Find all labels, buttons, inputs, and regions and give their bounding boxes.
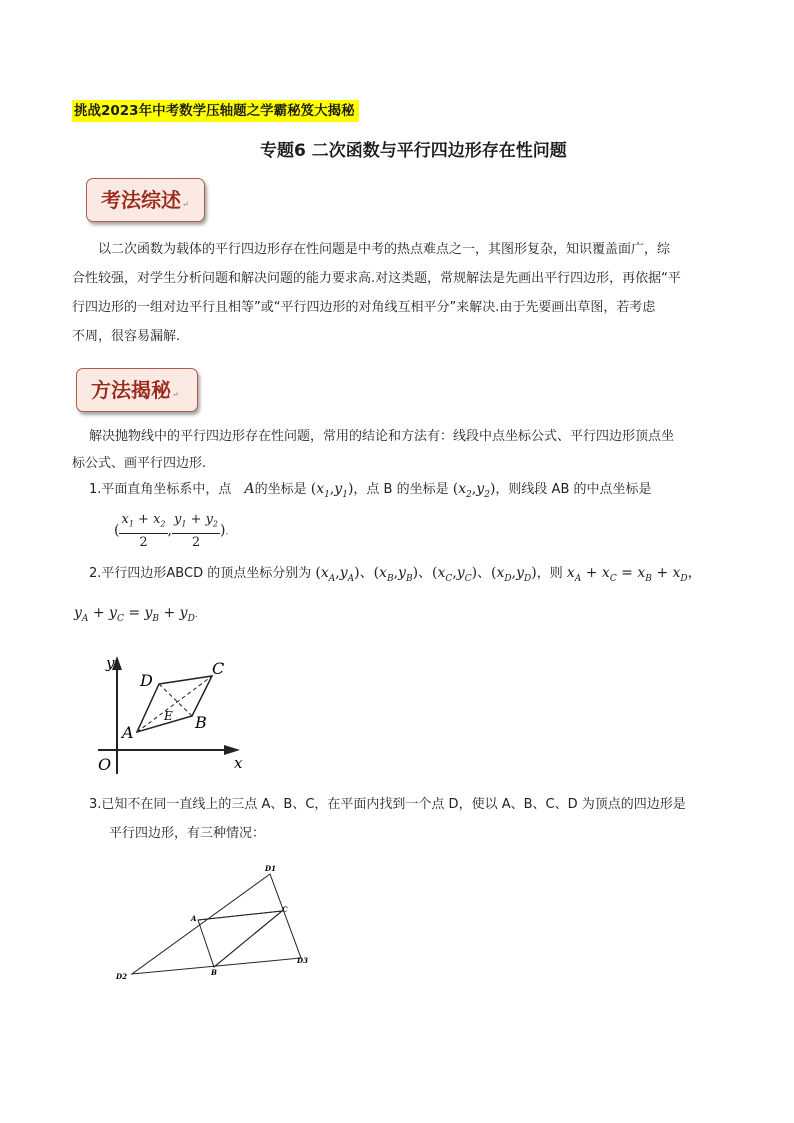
coord-a-formula: $(x_1,y_1)$ xyxy=(310,481,354,500)
item-1-part-a: 1.平面直角坐标系中，点 xyxy=(89,482,232,497)
x-sum-formula: $x_A + x_C = x_B + x_D$， xyxy=(566,565,702,584)
item-2-part-a: 2.平行四边形ABCD 的顶点坐标分别为 xyxy=(89,566,312,581)
vertex-d-label: D xyxy=(140,671,153,690)
item-3-line-1: 3.已知不在同一直线上的三点 A、B、C，在平面内找到一个点 D，使以 A、B、C、D 为顶点的四边形是 xyxy=(89,797,686,812)
axis-x-label: x xyxy=(234,754,243,772)
vertex-b-label: B xyxy=(195,713,207,732)
point-d2-label: D2 xyxy=(116,972,127,981)
section-label-method xyxy=(76,368,198,412)
overview-line-3: 行四边形的一组对边平行且相等”或“平行四边形的对角线互相平分”来解决.由于先要画出草图，若考虑 xyxy=(72,300,656,315)
document-title: 专题6 二次函数与平行四边形存在性问题 xyxy=(260,141,567,161)
paragraph-mark-icon: ↵ xyxy=(172,390,179,399)
midpoint-y-fraction: $\frac{y_1 + y_2}{2}$ xyxy=(173,512,219,550)
item-1-part-b: 的坐标是 xyxy=(254,482,307,497)
point-a-symbol: A xyxy=(235,481,255,497)
point-a-label: A xyxy=(191,914,197,923)
overview-line-4: 不周，很容易漏解. xyxy=(72,329,181,344)
section-label-method-text: 方法揭秘 xyxy=(91,378,171,402)
paragraph-mark-icon: ↵ xyxy=(182,200,189,209)
item-1-text xyxy=(89,478,652,500)
point-c-label: C xyxy=(282,905,288,914)
midpoint-x-fraction: $\frac{x_1 + x_2}{2}$ xyxy=(121,512,166,550)
axis-y-label: y xyxy=(106,654,115,672)
vertex-a-label: A xyxy=(122,723,134,742)
center-e-label: E xyxy=(164,709,173,723)
section-label-overview-text: 考法综述 xyxy=(101,188,181,212)
vertex-c-label: C xyxy=(212,659,225,678)
vertex-coords: $(x_A,y_A)$、$(x_B,y_B)$、$(x_C,y_C)$、$(x_D,y_D)$ xyxy=(315,565,537,584)
item-3-line-2: 平行四边形，有三种情况： xyxy=(109,826,266,841)
overview-line-2: 合性较强，对学生分析问题和解决问题的能力要求高.对这类题，常规解法是先画出平行四边形，再依据“平 xyxy=(72,271,681,286)
parallelogram-coordinate-figure xyxy=(92,652,252,778)
y-sum-formula: $y_A + y_C = y_B + y_D$. xyxy=(74,605,198,624)
section-label-overview xyxy=(86,178,205,222)
method-intro xyxy=(72,423,732,477)
origin-label: O xyxy=(98,755,112,774)
item-2-part-b: ，则 xyxy=(536,566,563,581)
point-d1-label: D1 xyxy=(265,864,276,873)
header-banner: 挑战2023年中考数学压轴题之学霸秘笈大揭秘 xyxy=(72,100,359,122)
point-b-label: B xyxy=(211,968,217,977)
point-d3-label: D3 xyxy=(297,956,308,965)
overview-paragraph xyxy=(72,235,732,351)
midpoint-formula: ( $\frac{x_1 + x_2}{2}$ , $\frac{y_1 + y_2}{2}$ ). xyxy=(114,512,229,550)
method-intro-line-2: 标公式、画平行四边形. xyxy=(72,456,207,471)
three-parallelograms-figure xyxy=(110,860,320,985)
item-1-part-d: ，则线段 AB 的中点坐标是 xyxy=(495,482,652,497)
item-1-part-c: ，点 B 的坐标是 xyxy=(353,482,449,497)
method-intro-line-1: 解决抛物线中的平行四边形存在性问题，常用的结论和方法有：线段中点坐标公式、平行四边形顶点坐 xyxy=(89,429,675,444)
coord-b-formula: $(x_2,y_2)$ xyxy=(452,481,496,500)
item-2-text xyxy=(89,562,702,584)
overview-line-1: 以二次函数为载体的平行四边形存在性问题是中考的热点难点之一，其图形复杂，知识覆盖面广，综 xyxy=(98,242,671,257)
